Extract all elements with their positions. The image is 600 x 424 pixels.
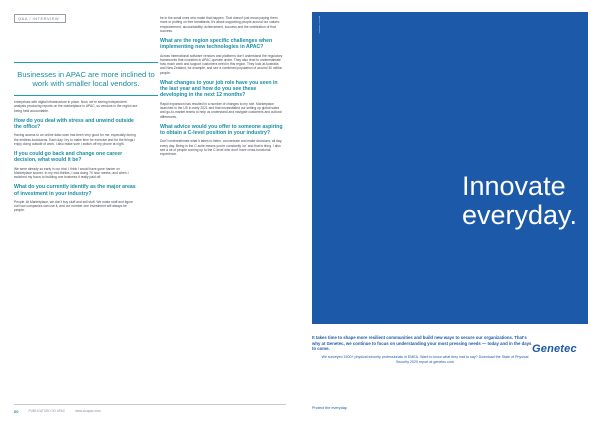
question-advice: What advice would you offer to someone aspiring to obtain a C-level position in your industry? [160, 123, 283, 137]
answer-career: We were already so early in our trial. I think I would have gone harder on Marketplace sooner. In my mid-thirties, I was doing 70 hour weeks, and when I switched my focus to building one business it really paid off. [14, 166, 129, 180]
question-investment: What do you currently identify as the major areas of investment in your industry? [14, 184, 136, 197]
answer-role-changes: Rapid expansion has resulted in a number of changes to my role. Marketplace launched in the US in early 2021 and that necessitated our setting up global sales and go-to-market teams to help us understand and navigate customers and cultural differences. [160, 101, 282, 119]
ad-headline: Innovate everyday. [462, 171, 578, 230]
answer-investment: People. At Marketplace, we don't buy stuff and sell stuff. We make stuff and figure out how companies can use it, and our number one investment will always be people. [14, 199, 133, 213]
page-footer [14, 404, 286, 415]
section-tag: Q&A / INTERVIEW [14, 14, 66, 23]
genetec-logo: Genetec [532, 343, 577, 355]
ad-side-text: ADVERTISEMENT [318, 16, 320, 35]
column-left-intro: enterprises with digital infrastructure in place. Now, we're seeing independent analysts producing reports on the marketplace in APAC, so vendors in the region are being held accountable. [14, 100, 138, 113]
pull-quote: Businesses in APAC are more inclined to work with smaller local vendors. [14, 62, 158, 96]
question-stress: How do you deal with stress and unwind outside the office? [14, 117, 134, 131]
ad-report-offer[interactable]: We surveyed 1500+ physical security professionals in EMEA. Want to know what they had to say? Download the State of Physical Security 2020 report at genetec.com [321, 355, 529, 364]
ad-blue-panel [312, 12, 588, 324]
ad-brand-text: It takes time to shape more resilient communities and build new ways to secure our organizations. That's why at Genetec, we continue to focus on understanding your most pressing needs — today and in the days to come. [312, 335, 532, 352]
ad-tagline: Protect the everyday. [312, 406, 348, 410]
answer-advice: Don't underestimate what it takes to listen, concentrate and make decisions, all day, every day. Being in the C-suite means you're constantly 'on' and that is tiring. I also see a lot of people coming up to the C-level who don't have cross-functional experience. [160, 139, 283, 157]
column-left [14, 100, 138, 216]
question-career: If you could go back and change one career decision, what would it be? [14, 151, 123, 164]
right-page-ad [300, 0, 600, 424]
column-right [160, 16, 284, 159]
page-number: 60 [14, 408, 19, 414]
question-challenges: What are the region specific challenges when implementing new technologies in APAC? [160, 38, 273, 51]
question-role-changes: What changes to your job role have you seen in the last year and how do you see these developing in the next 12 months? [160, 80, 278, 99]
publication-name: PUBLICATION CIO APAC [28, 409, 66, 413]
column-right-intro: be in the small ones who make that happen. That doesn't just mean paying them more or putting on free breakfasts, it's about supporting people around our values: empowerment, accountability, achievement, success and the celebration of that success. [160, 16, 280, 33]
answer-stress: Having access to an online data room has been very good for me, especially during the endless lockdowns. Each day I try to make time for exercise and for the things I enjoy doing outside of work. I also make sure I switch off my phone at night. [14, 133, 136, 146]
answer-challenges: Across international software vendors and platforms don't understand the regulatory frameworks that countries in APAC operate under. They also tend to underestimate how much work and support customers need in this region. They look at Australia and New Zealand, for example, and see a combined population of around 30 million people. [160, 53, 283, 75]
footer-url[interactable]: www.cioapac.com [75, 409, 101, 413]
